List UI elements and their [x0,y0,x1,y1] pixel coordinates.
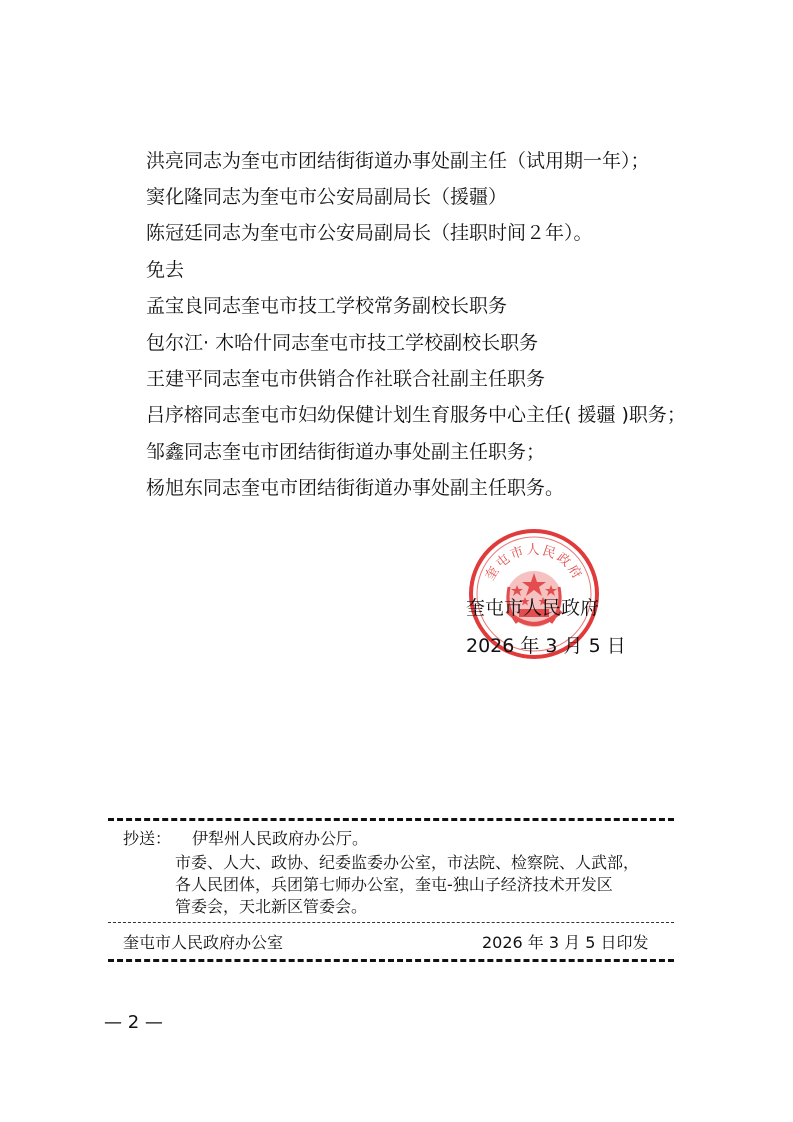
seal-text: 奎屯市人民政府 [482,543,586,584]
cc-line: 伊犁州人民政府办公厅。 [192,829,369,848]
appointment-line: 陈冠廷同志为奎屯市公安局副局长（挂职时间２年）。 [146,222,593,244]
appointment-line: 窦化隆同志为奎屯市公安局副局长（援疆） [146,186,508,208]
cc-label: 抄送： [123,829,172,848]
appointment-line: 洪亮同志为奎屯市团结街街道办事处副主任（试用期一年）； [146,150,650,172]
removal-line: 王建平同志奎屯市供销合作社联合社副主任职务 [146,368,546,390]
removal-heading: 免去 [146,259,185,281]
signature-date: 2026 年 3 月 5 日 [466,635,626,657]
cc-line: 各人民团体，兵团第七师办公室，奎屯-独山子经济技术开发区 [175,875,613,894]
signature-org: 奎屯市人民政府 [466,597,600,619]
cc-line: 管委会，天北新区管委会。 [175,897,368,916]
removal-line: 杨旭东同志奎屯市团结街街道办事处副主任职务。 [146,477,565,499]
removal-line: 邹鑫同志奎屯市团结街街道办事处副主任职务； [146,441,546,463]
footer-divider-bottom [108,959,674,962]
removal-line: 吕序榕同志奎屯市妇幼保健计划生育服务中心主任( 援疆 )职务； [146,404,686,426]
footer-divider-top [108,818,674,821]
cc-line: 市委、人大、政协、纪委监委办公室，市法院、检察院、人武部， [175,853,640,872]
footer-divider-middle [108,922,674,923]
issue-date: 2026 年 3 月 5 日印发 [482,933,649,952]
issuer: 奎屯市人民政府办公室 [123,933,284,952]
removal-line: 包尔江· 木哈什同志奎屯市技工学校副校长职务 [146,332,539,354]
removal-line: 孟宝良同志奎屯市技工学校常务副校长职务 [146,295,508,317]
page-number: — 2 — [104,1012,163,1033]
